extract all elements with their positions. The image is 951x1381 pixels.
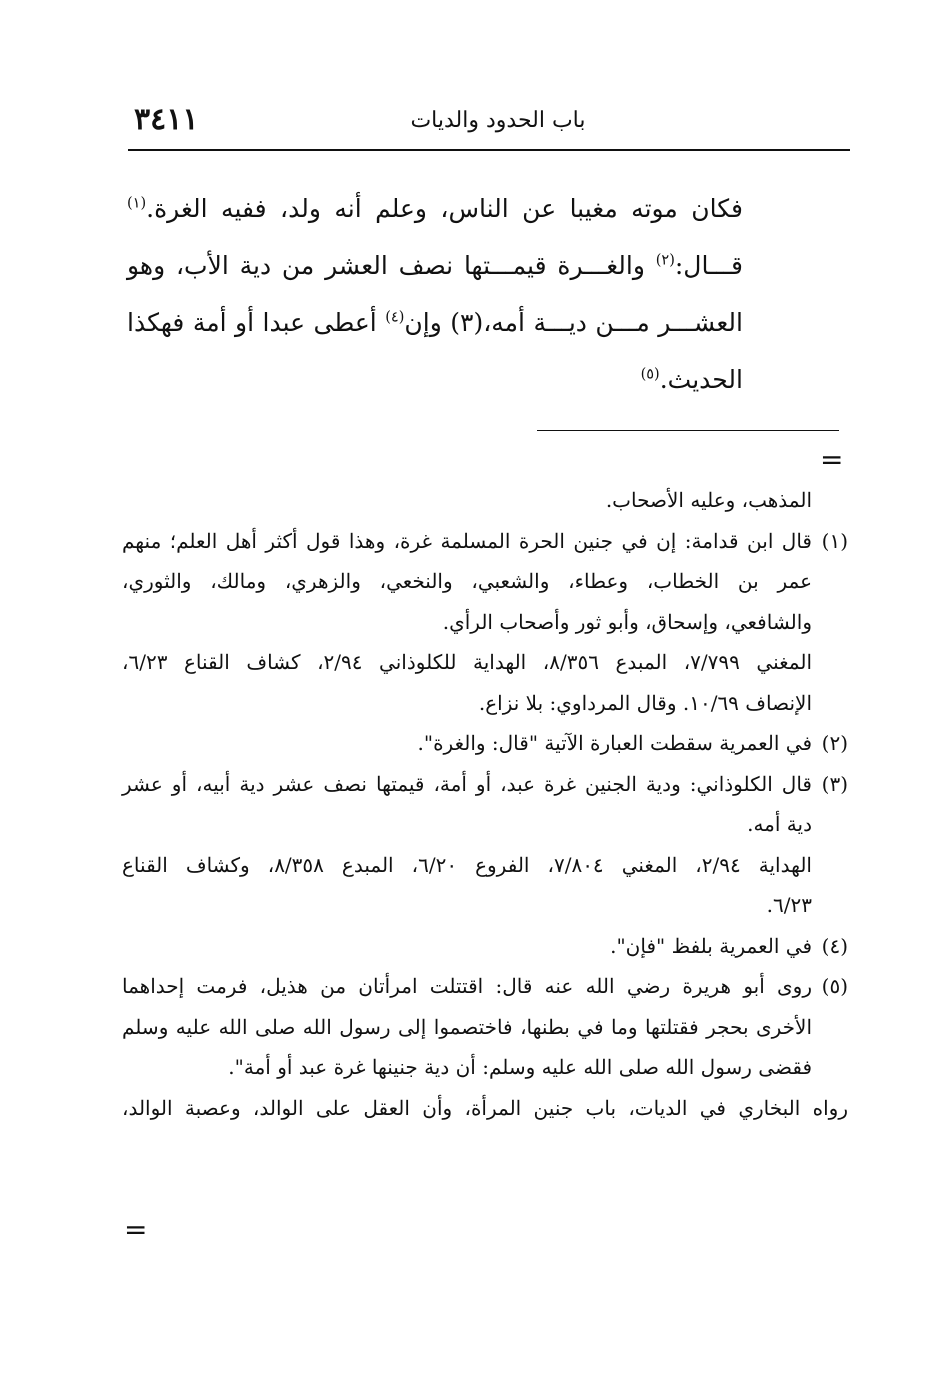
footnote-line: الأخرى بحجر فقتلتها وما في بطنها، فاختصموا إلى رسول الله صلى الله عليه وسلم [122, 1014, 812, 1039]
footnote-number: (٢) [821, 731, 848, 755]
footnote-source: ٦/٢٣. [766, 893, 812, 917]
continuation-mark-top: = [820, 443, 844, 476]
footnote-line: دية أمه. [747, 812, 812, 836]
footnote-number: (٣) [821, 771, 848, 796]
main-text-line: الحديث.$^{(٥)}$ [640, 365, 743, 394]
footnote-separator [537, 430, 839, 431]
footnote-source: الإنصاف ١٠/٦٩. وقال المرداوي: بلا نزاع. [478, 690, 812, 715]
running-title: باب الحدود والديات [410, 108, 586, 133]
continuation-mark-bottom: = [124, 1213, 148, 1246]
footnote-source: رواه البخاري في الديات، باب جنين المرأة، وأن العقل على الوالد، وعصبة الوالد، [122, 1095, 848, 1120]
footnote-line: فقضى رسول الله صلى الله عليه وسلم: أن دية جنينها غرة عبد أو أمة". [228, 1055, 812, 1079]
footnote-ref-2[interactable]: (٢) [655, 252, 675, 269]
footnote-ref-1[interactable]: (١) [127, 195, 147, 212]
footnote-1: (١)قال ابن قدامة: إن في جنين الحرة المسلمة غرة، وهذا قول أكثر أهل العلم؛ منهم [122, 521, 848, 562]
header-rule [128, 149, 850, 151]
footnotes [122, 480, 848, 1128]
footnote-source: المغني ٧/٧٩٩، المبدع ٨/٣٥٦، الهداية للكلوذاني ٢/٩٤، كشاف القناع ٦/٢٣، [122, 650, 812, 674]
footnote-ref-4[interactable]: (٤) [385, 309, 405, 326]
footnote-number: (١) [821, 528, 848, 553]
footnote-number: (٥) [821, 974, 848, 998]
footnote-number: (٤) [821, 933, 848, 958]
footnote-line: عمر بن الخطاب، وعطاء، والشعبي، والنخعي، والزهري، ومالك، والثوري، [122, 569, 812, 593]
footnote-line: والشافعي، وإسحاق، وأبو ثور وأصحاب الرأي. [442, 609, 812, 634]
main-text-line: فكان موته مغيبا عن الناس، وعلم أنه ولد، ففيه الغرة.$^{(١)}$ [127, 194, 743, 223]
footnote-2: (٢)في العمرية سقطت العبارة الآتية "قال: والغرة". [122, 723, 848, 764]
footnote-ref-5[interactable]: (٥) [640, 366, 660, 383]
footnote-5: (٥)روى أبو هريرة رضي الله عنه قال: اقتتلت امرأتان من هذيل، فرمت إحداهما [122, 966, 848, 1007]
page-header [128, 98, 850, 150]
footnote-continuation: المذهب، وعليه الأصحاب. [605, 488, 812, 512]
main-text-line: العشـــر مـــن ديـــة أمه،(٣) وإن$^{(٤)}$ أعطى عبدا أو أمة فهكذا [127, 308, 743, 337]
footnote-4: (٤)في العمرية بلفظ "فإن". [122, 926, 848, 967]
page-number: ٣٤١١ [134, 102, 199, 137]
footnote-source: الهداية ٢/٩٤، المغني ٧/٨٠٤، الفروع ٦/٢٠، المبدع ٨/٣٥٨، وكشاف القناع [122, 852, 812, 877]
main-text [127, 180, 743, 408]
main-text-line: قـــال:$^{(٢)}$ والغـــرة قيمـــتها نصف العشر من دية الأب، وهو [127, 251, 743, 280]
footnote-3: (٣)قال الكلوذاني: ودية الجنين غرة عبد، أو أمة، قيمتها نصف عشر دية أبيه، أو عشر [122, 764, 848, 805]
